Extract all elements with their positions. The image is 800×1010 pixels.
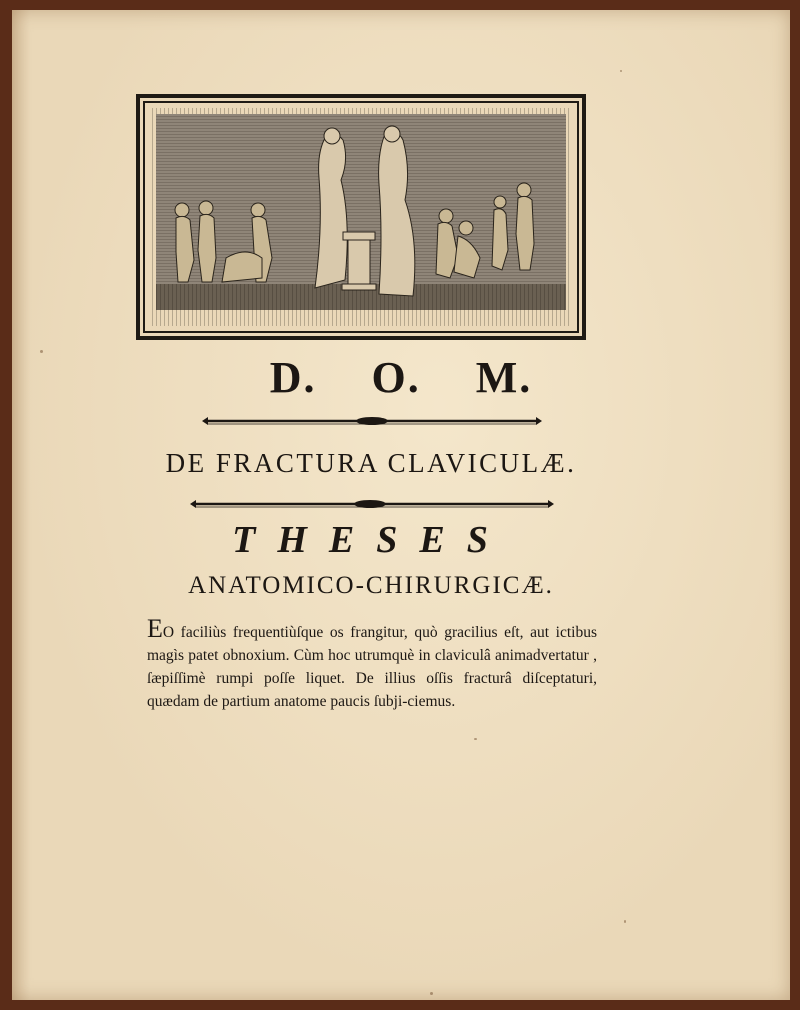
- thesis-title: DE FRACTURA CLAVICULÆ.: [165, 448, 577, 478]
- ornamental-rule-top: [202, 414, 542, 428]
- paper-fleck: [430, 992, 433, 995]
- body-text: O faciliùs frequentiùſque os frangitur, quò gracilius eſt, aut ictibus magìs patet obnoxium. Cùm hoc utrumquè in claviculâ animadvertatur , ſæpiſſimè rumpi poſſe liquet. De illius oſſis fracturâ diſceptaturi, quædam de partium anatome paucis ſubji-ciemus.: [147, 624, 597, 710]
- ornamental-rule-bottom: [190, 497, 554, 511]
- drop-cap: E: [147, 614, 163, 643]
- thesis-subtitle: ANATOMICO-CHIRURGICÆ.: [188, 572, 554, 599]
- theses-heading: THESES: [232, 519, 510, 561]
- engraved-vignette-image: [136, 94, 586, 340]
- paper-fleck: [474, 738, 477, 740]
- book-page: [12, 10, 790, 1000]
- body-paragraph: [147, 614, 597, 713]
- paper-fleck: [624, 920, 626, 923]
- paper-fleck: [620, 70, 622, 72]
- dom-heading: D. O. M.: [269, 353, 533, 402]
- vignette-engraving: [140, 98, 582, 336]
